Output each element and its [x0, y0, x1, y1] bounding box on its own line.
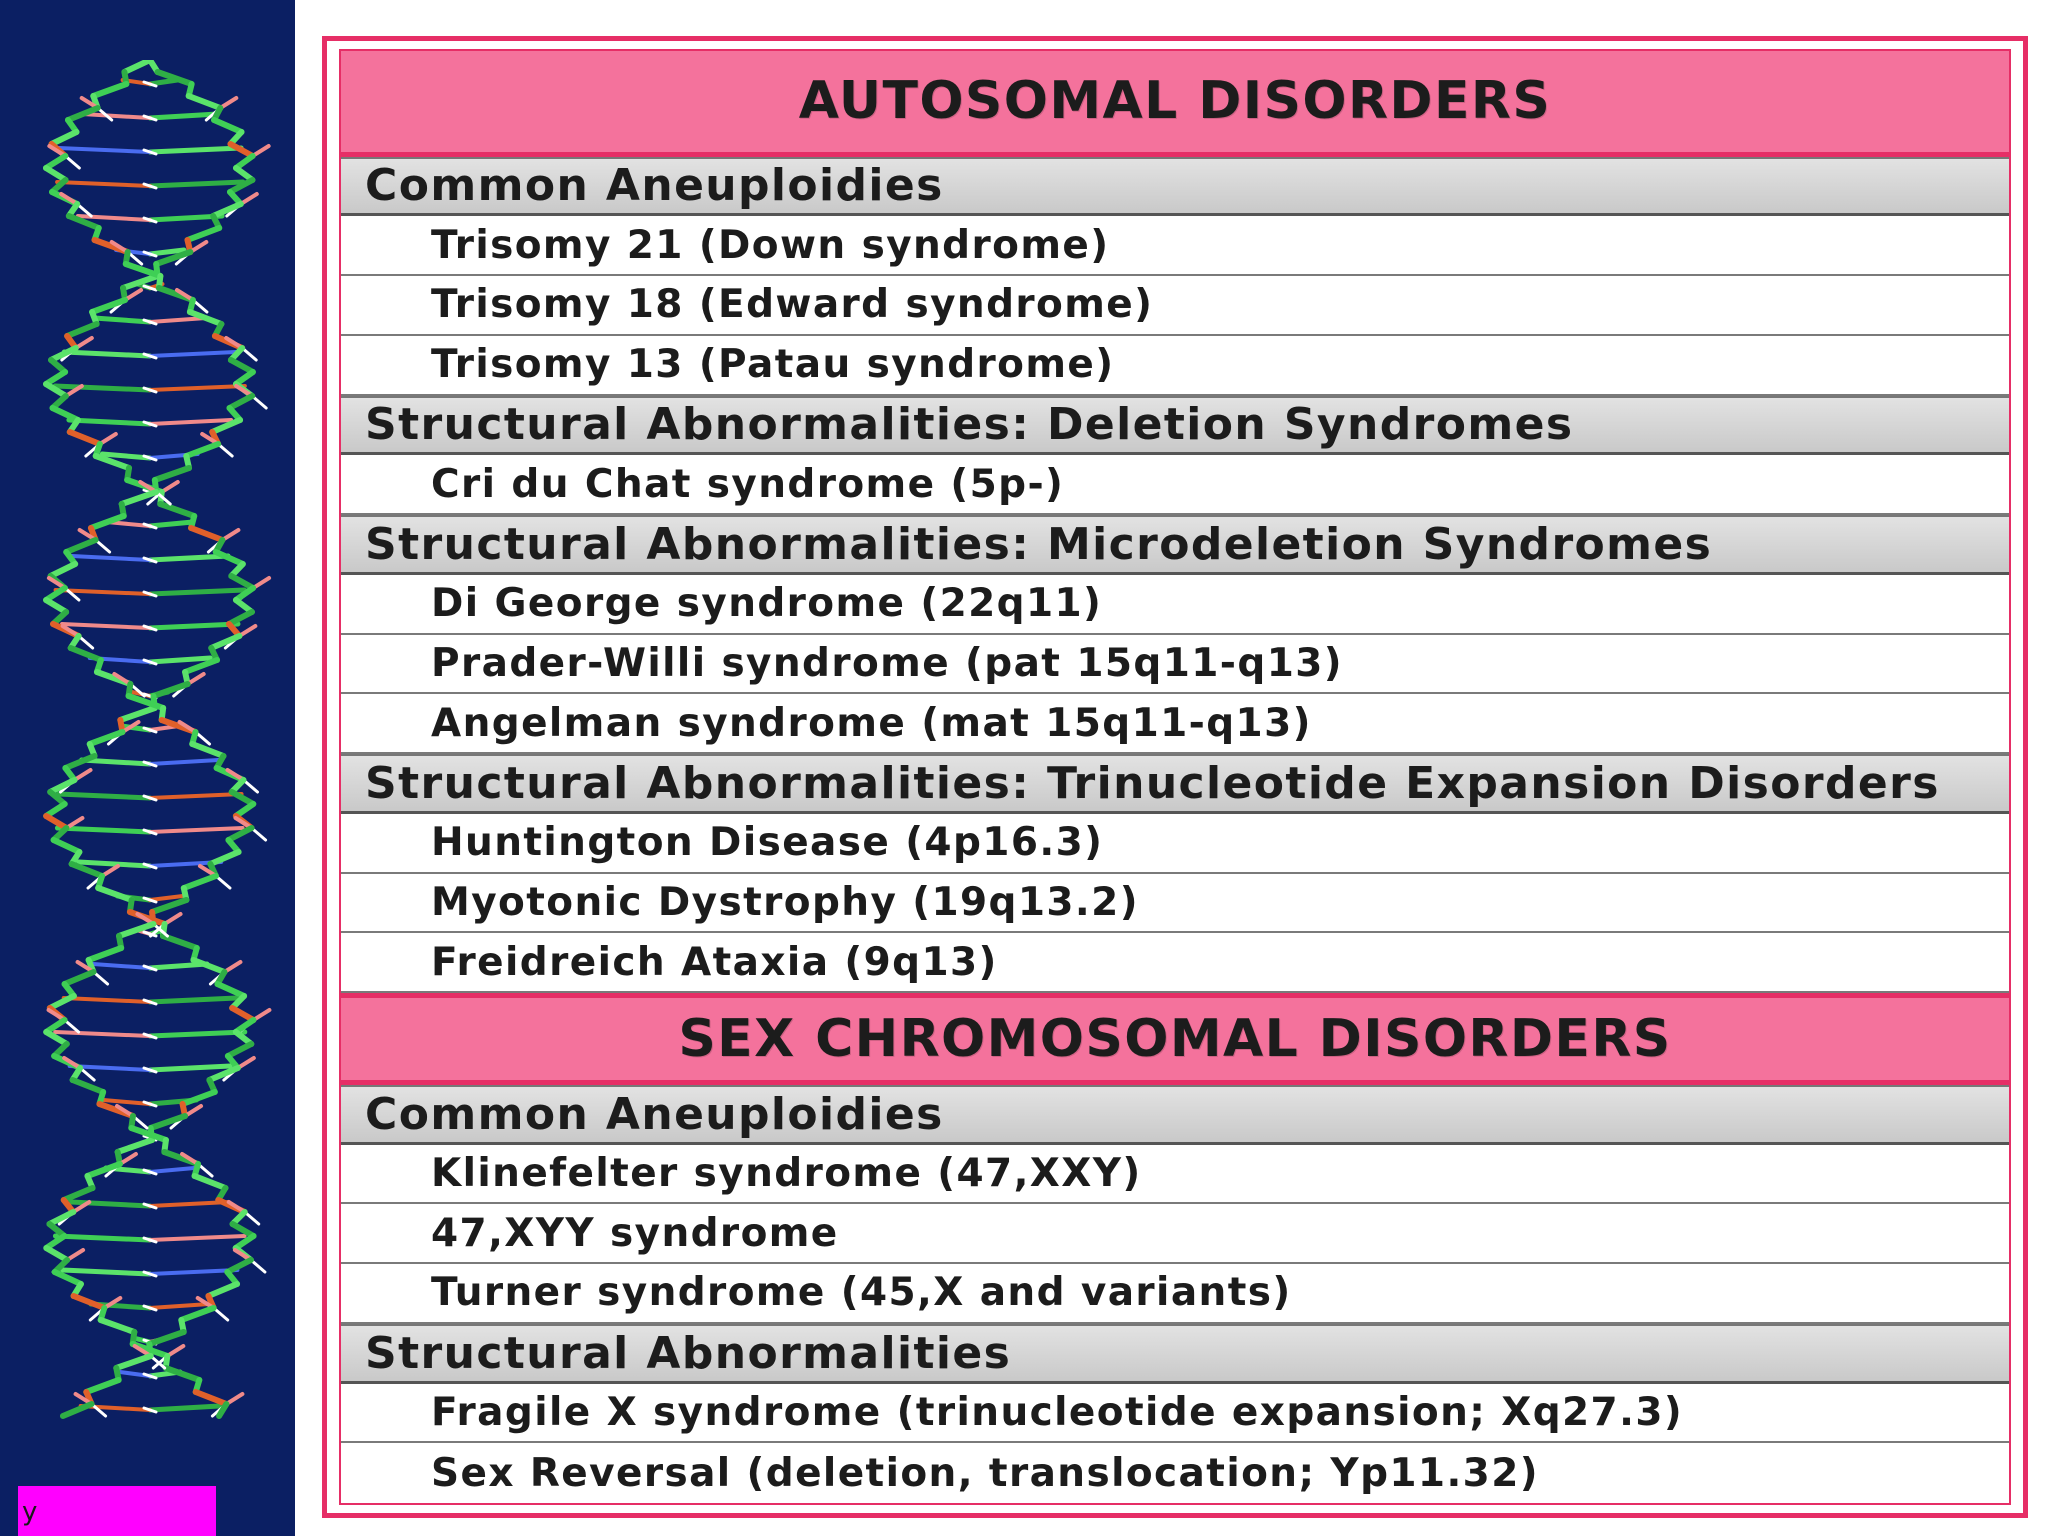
section-title-sex-chromosomal: SEX CHROMOSOMAL DISORDERS — [341, 993, 2009, 1085]
list-item: Di George syndrome (22q11) — [341, 575, 2009, 635]
list-item: Huntington Disease (4p16.3) — [341, 814, 2009, 874]
list-item: Klinefelter syndrome (47,XXY) — [341, 1145, 2009, 1205]
list-item: Trisomy 13 (Patau syndrome) — [341, 336, 2009, 396]
list-item: Myotonic Dystrophy (19q13.2) — [341, 874, 2009, 934]
disorders-table — [322, 36, 2028, 1518]
group-heading: Structural Abnormalities: Trinucleotide Expansion Disorders — [341, 754, 2009, 814]
list-item: Trisomy 21 (Down syndrome) — [341, 216, 2009, 276]
list-item: Prader-Willi syndrome (pat 15q11-q13) — [341, 635, 2009, 695]
list-item: Angelman syndrome (mat 15q11-q13) — [341, 694, 2009, 754]
table-body — [339, 49, 2011, 1505]
footer-label: y — [18, 1486, 216, 1536]
group-heading: Structural Abnormalities: Deletion Syndromes — [341, 396, 2009, 456]
group-heading: Common Aneuploidies — [341, 1085, 2009, 1145]
list-item: Fragile X syndrome (trinucleotide expansion; Xq27.3) — [341, 1384, 2009, 1444]
list-item: Freidreich Ataxia (9q13) — [341, 933, 2009, 993]
group-heading: Structural Abnormalities — [341, 1324, 2009, 1384]
section-title-autosomal: AUTOSOMAL DISORDERS — [341, 51, 2009, 157]
list-item: Cri du Chat syndrome (5p-) — [341, 455, 2009, 515]
group-heading: Common Aneuploidies — [341, 157, 2009, 217]
list-item: Trisomy 18 (Edward syndrome) — [341, 276, 2009, 336]
group-heading: Structural Abnormalities: Microdeletion Syndromes — [341, 515, 2009, 575]
list-item: Turner syndrome (45,X and variants) — [341, 1264, 2009, 1324]
list-item: 47,XYY syndrome — [341, 1204, 2009, 1264]
list-item: Sex Reversal (deletion, translocation; Yp11.32) — [341, 1443, 2009, 1503]
sidebar-panel — [0, 0, 295, 1536]
dna-helix-image — [0, 60, 295, 1420]
